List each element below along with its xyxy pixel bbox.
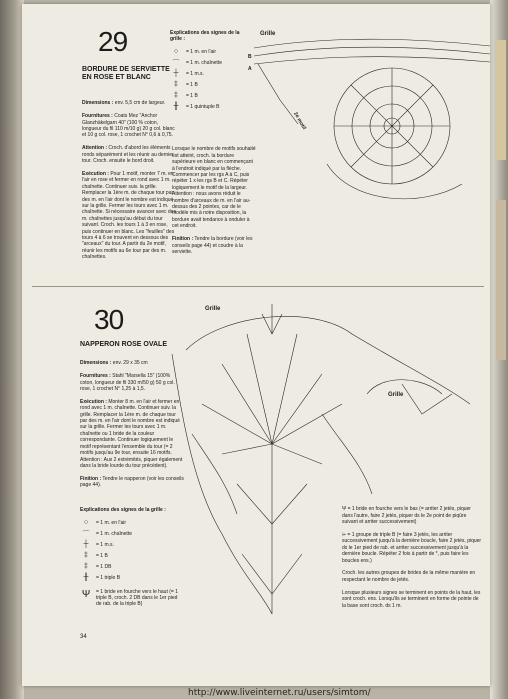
legend-row: ┼ = 1 m.s. bbox=[170, 68, 248, 79]
section-divider bbox=[32, 286, 484, 287]
legend-row: ○ = 1 m. en l'air bbox=[80, 517, 190, 528]
double-treble-icon: ‡ bbox=[174, 92, 178, 99]
pattern-30-title: NAPPERON ROSE OVALE bbox=[80, 341, 167, 348]
crochet-diagram-29 bbox=[22, 4, 490, 304]
row-label-a: A bbox=[248, 66, 252, 72]
legend-row: ‡ = 1 B bbox=[170, 90, 248, 101]
single-crochet-icon: ┼ bbox=[83, 541, 89, 548]
second-motif-label: 2e motif bbox=[292, 111, 307, 131]
watermark-url: http://www.liveinternet.ru/users/simtom/ bbox=[188, 688, 371, 698]
legend-row: Ψ = 1 bride en fourche vers le haut (= 1 triple B, croch. 2 DB dans le 1er pied de rab. de la triple B) bbox=[81, 589, 178, 607]
book-spine bbox=[0, 0, 24, 699]
next-page-edge bbox=[496, 200, 506, 360]
legend-title: Explications des signes de la grille : bbox=[170, 30, 240, 42]
forked-bride-down-icon: Ψ bbox=[342, 506, 347, 513]
pattern-30-notes: Ψ = 1 bride en fourche vers le bas (= arriter 2 jetés, piquer dans l'autre, faire 2 jetés, piquer ds le 2e point de piqûre suivant et arriter successivement) ⩥ = 1 groupe de triple B (= faire 3 jetés, les arriter successivement jusqu'à la dernière boucle, faire 2 jetés, piquer ds le 1er pied de rab. et arriter successivement jusqu'à la dernière boucle. Répéter 2 fois à partir de *, puis faire les boucles ens.) Croch. les autres groupes de brides de la même manière en respectant le nombre de jetés. Lorsque plusieurs signes se terminent en points de la haut, les sont croch. ens. Lorsqu'ils se terminent en forme de pointe de la base sont croch. ds 1 m. bbox=[342, 506, 482, 609]
magazine-page bbox=[22, 4, 490, 686]
pattern-29-number: 29 bbox=[98, 26, 128, 57]
pattern-29-instructions: Dimensions : env. 5,5 cm de largeur. Fournitures : Coats Mez "Anchor Glanzhäkelgarn 40" (100 % coton, longueur du fil 110 m/10 g) 20 g col. blanc et 10 g col. rose, 1 crochet N° 0,6 à 0,75. Attention : Croch. d'abord les éléments ronds séparément et les réunir au dernier tour. Croch. ensuite le bord droit. Exécution : Pour 1 motif, monter 7 m. en l'air en rose et fermer en rond avec 1 m. chaînette. Continuer suiv. la grille. Remplacer la 1ère m. de chaque tour par des m. en l'air dont le nombre est indiqué sur la grille. Fermer les tours avec 1 m. chaînette. Si nécessaire avancer avec des m. chaînettes jusqu'au début du tour suivant. Croch. les tours 1 à 3 en rose, puis continuer en blanc. Les "feuilles" des tours 4 à 6 se trouvent en dessous des "arceaux" du tour. A partir du 2e motif, réunir les motifs au 6e tour par des m. chaînettes. bbox=[82, 100, 176, 261]
slip-stitch-icon: ⌒ bbox=[172, 59, 180, 67]
page-number: 34 bbox=[80, 634, 87, 640]
quintuple-treble-icon: ╫ bbox=[173, 103, 179, 110]
pattern-29-title: BORDURE DE SERVIETTE EN ROSE ET BLANC bbox=[82, 66, 170, 81]
legend-row: ⌒ = 1 m. chaînette bbox=[80, 528, 190, 539]
grid-30-label: Grille bbox=[205, 306, 221, 312]
legend-row: ╫ = 1 triple B bbox=[80, 572, 190, 583]
single-crochet-icon: ┼ bbox=[173, 70, 179, 77]
forked-bride-up-icon: Ψ bbox=[81, 589, 91, 600]
triple-group-icon: ⩥ bbox=[342, 532, 347, 539]
legend-row: ○ = 1 m. en l'air bbox=[170, 46, 248, 57]
pattern-30-number: 30 bbox=[94, 304, 124, 335]
chain-stitch-icon: ○ bbox=[83, 519, 89, 526]
double-treble-icon: ‡ bbox=[84, 563, 88, 570]
pattern-30-instructions: Dimensions : env. 29 x 35 cm Fournitures : Stahl "Marsella 15" (100% coton, longueur de fil 330 m/50 g) 50 g col. rose, 1 crochet N° 1,25 à 1,5. Exécution : Monter 8 m. en l'air et fermer en rond avec 1 m. chaînette. Continuer suiv. la grille. Remplacer la 1ère m. de chaque tour par des m. en l'air dont le nombre est indiqué sur la grille. Fermer les tours avec 1 m. chaînette ou 1 bride de la couleur correspondante. Continuer logiquement le motif représentant l'ensemble du tour (= 2 motifs jusqu'au 9e tour, ensuite 16 motifs. Attention : Aux 2 extrémités, piquer également dans la bride lourde du tour précédent). Finition : Tendre le napperon (voir les conseils page 44). bbox=[80, 360, 184, 489]
next-page-edge bbox=[496, 40, 506, 160]
slip-stitch-icon: ⌒ bbox=[82, 530, 90, 538]
legend-row: ‡ = 1 B bbox=[80, 550, 190, 561]
triple-treble-icon: ╫ bbox=[83, 574, 89, 581]
legend-row: ╫ = 1 quintuple B bbox=[170, 101, 248, 112]
grid-30-label-2: Grille bbox=[388, 392, 404, 398]
legend-row: ‡ = 1 DB bbox=[80, 561, 190, 572]
treble-icon: ‡ bbox=[84, 552, 88, 559]
treble-icon: ‡ bbox=[174, 81, 178, 88]
legend-row: ┼ = 1 m.s. bbox=[80, 539, 190, 550]
grid-29-label: Grille bbox=[260, 31, 276, 37]
legend-title: Explications des signes de la grille : bbox=[80, 507, 166, 513]
legend-row: ⌒ = 1 m. chaînette bbox=[170, 57, 248, 68]
pattern-29-border-text: Lorsque le nombre de motifs souhaité est atteint, croch. la bordure supérieure en blanc en commençant à l'endroit indiqué par la flèche. Commencer par les rgs A à C, puis répéter 1 x les rgs B et C. Répéter logiquement le motif de la largeur. Attention : nous avons réduit le nombre d'arceaux de m. en l'air au-dessus des 2 pointes, car de le modèle mis à notre disposition, la bordure avait tendance à onduler à cet endroit. Finition : Tendre la bordure (voir les conseils page 44) et coudre à la serviette. bbox=[172, 146, 256, 255]
page-edges bbox=[490, 0, 508, 699]
row-label-b: B bbox=[248, 54, 252, 60]
chain-stitch-icon: ○ bbox=[173, 48, 179, 55]
legend-row: ‡ = 1 B bbox=[170, 79, 248, 90]
